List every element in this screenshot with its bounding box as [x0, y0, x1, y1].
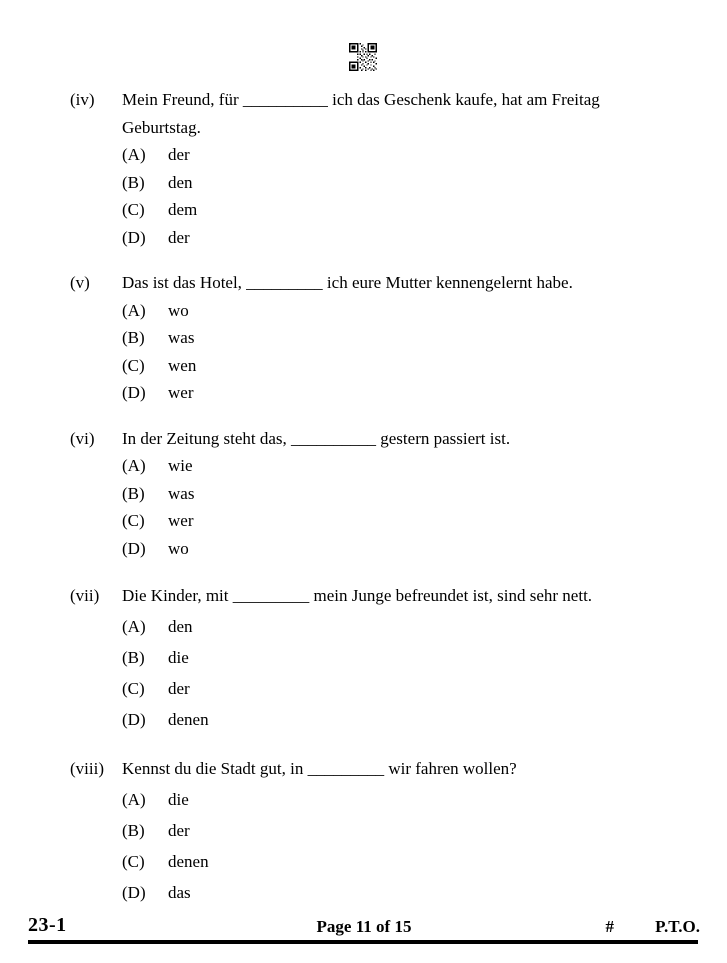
option-label: (C): [122, 200, 145, 219]
option-label: (D): [122, 383, 146, 402]
question-text: Das ist das Hotel, _________ ich eure Mutter kennengelernt habe.: [122, 273, 573, 292]
option-row: [122, 877, 670, 908]
option-row: [122, 141, 670, 169]
options-list: [122, 297, 670, 407]
option-label: (C): [122, 852, 145, 871]
option-text: denen: [168, 852, 209, 871]
option-label: (A): [122, 145, 146, 164]
question-text: Kennst du die Stadt gut, in _________ wir fahren wollen?: [122, 759, 517, 778]
option-row: [122, 169, 670, 197]
option-text: die: [168, 790, 189, 809]
options-list: [122, 611, 670, 735]
option-text: den: [168, 617, 193, 636]
option-text: wie: [168, 456, 193, 475]
page-number: Page 11 of 15: [316, 917, 412, 936]
option-text: das: [168, 883, 191, 902]
option-label: (B): [122, 821, 145, 840]
option-row: [122, 673, 670, 704]
option-row: [122, 815, 670, 846]
option-label: (D): [122, 538, 146, 558]
option-text: der: [168, 679, 190, 698]
option-text: der: [168, 227, 190, 247]
option-text: was: [168, 328, 195, 347]
option-row: [122, 352, 670, 380]
option-label: (D): [122, 227, 146, 247]
question-block: [70, 269, 670, 407]
option-label: (D): [122, 710, 146, 729]
option-label: (B): [122, 483, 145, 503]
option-label: (A): [122, 456, 146, 475]
option-label: (C): [122, 679, 145, 698]
question-number: (v): [70, 273, 90, 292]
option-row: [122, 379, 670, 407]
option-row: [122, 196, 670, 224]
question-number: (vii): [70, 586, 100, 605]
option-label: (D): [122, 883, 146, 902]
option-row: [122, 784, 670, 815]
question-number: (vi): [70, 428, 95, 448]
option-row: [122, 480, 670, 508]
option-text: wo: [168, 538, 189, 558]
option-text: denen: [168, 710, 209, 729]
option-text: der: [168, 821, 190, 840]
hash-mark: #: [605, 917, 614, 936]
page-footer: [28, 914, 700, 938]
paper-code: 23-1: [28, 914, 67, 936]
pto-label: P.T.O.: [655, 917, 700, 936]
question-block: [70, 86, 670, 251]
question-block: [70, 753, 670, 908]
option-text: wer: [168, 383, 194, 402]
option-label: (C): [122, 511, 145, 530]
option-row: [122, 642, 670, 673]
options-list: [122, 452, 670, 562]
question-row: [70, 753, 670, 784]
option-label: (B): [122, 328, 145, 347]
question-row: [70, 425, 670, 453]
question-row: [70, 269, 670, 297]
option-label: (B): [122, 648, 145, 667]
option-label: (A): [122, 617, 146, 636]
option-label: (C): [122, 355, 145, 375]
question-number: (viii): [70, 759, 104, 778]
question-block: [70, 425, 670, 563]
option-text: wer: [168, 511, 194, 530]
option-row: [122, 846, 670, 877]
question-number: (iv): [70, 90, 95, 109]
option-label: (B): [122, 172, 145, 192]
option-text: wo: [168, 300, 189, 320]
qr-code-icon: [349, 43, 377, 71]
question-text: Mein Freund, für __________ ich das Geschenk kaufe, hat am Freitag Geburtstag.: [122, 90, 600, 137]
questions-list: [70, 86, 670, 926]
option-text: der: [168, 145, 190, 164]
options-list: [122, 141, 670, 251]
option-row: [122, 297, 670, 325]
option-row: [122, 324, 670, 352]
option-row: [122, 535, 670, 563]
option-text: den: [168, 172, 193, 192]
question-row: [70, 86, 670, 141]
option-row: [122, 704, 670, 735]
option-text: wen: [168, 355, 197, 375]
question-text: Die Kinder, mit _________ mein Junge befreundet ist, sind sehr nett.: [122, 586, 593, 605]
option-label: (A): [122, 790, 146, 809]
question-block: [70, 580, 670, 735]
footer-rule: [28, 940, 698, 944]
option-text: dem: [168, 200, 198, 219]
options-list: [122, 784, 670, 908]
question-row: [70, 580, 670, 611]
question-text: In der Zeitung steht das, __________ gestern passiert ist.: [122, 428, 511, 448]
option-label: (A): [122, 300, 146, 320]
option-row: [122, 611, 670, 642]
option-row: [122, 224, 670, 252]
option-row: [122, 452, 670, 480]
option-text: was: [168, 483, 195, 503]
option-text: die: [168, 648, 189, 667]
option-row: [122, 507, 670, 535]
